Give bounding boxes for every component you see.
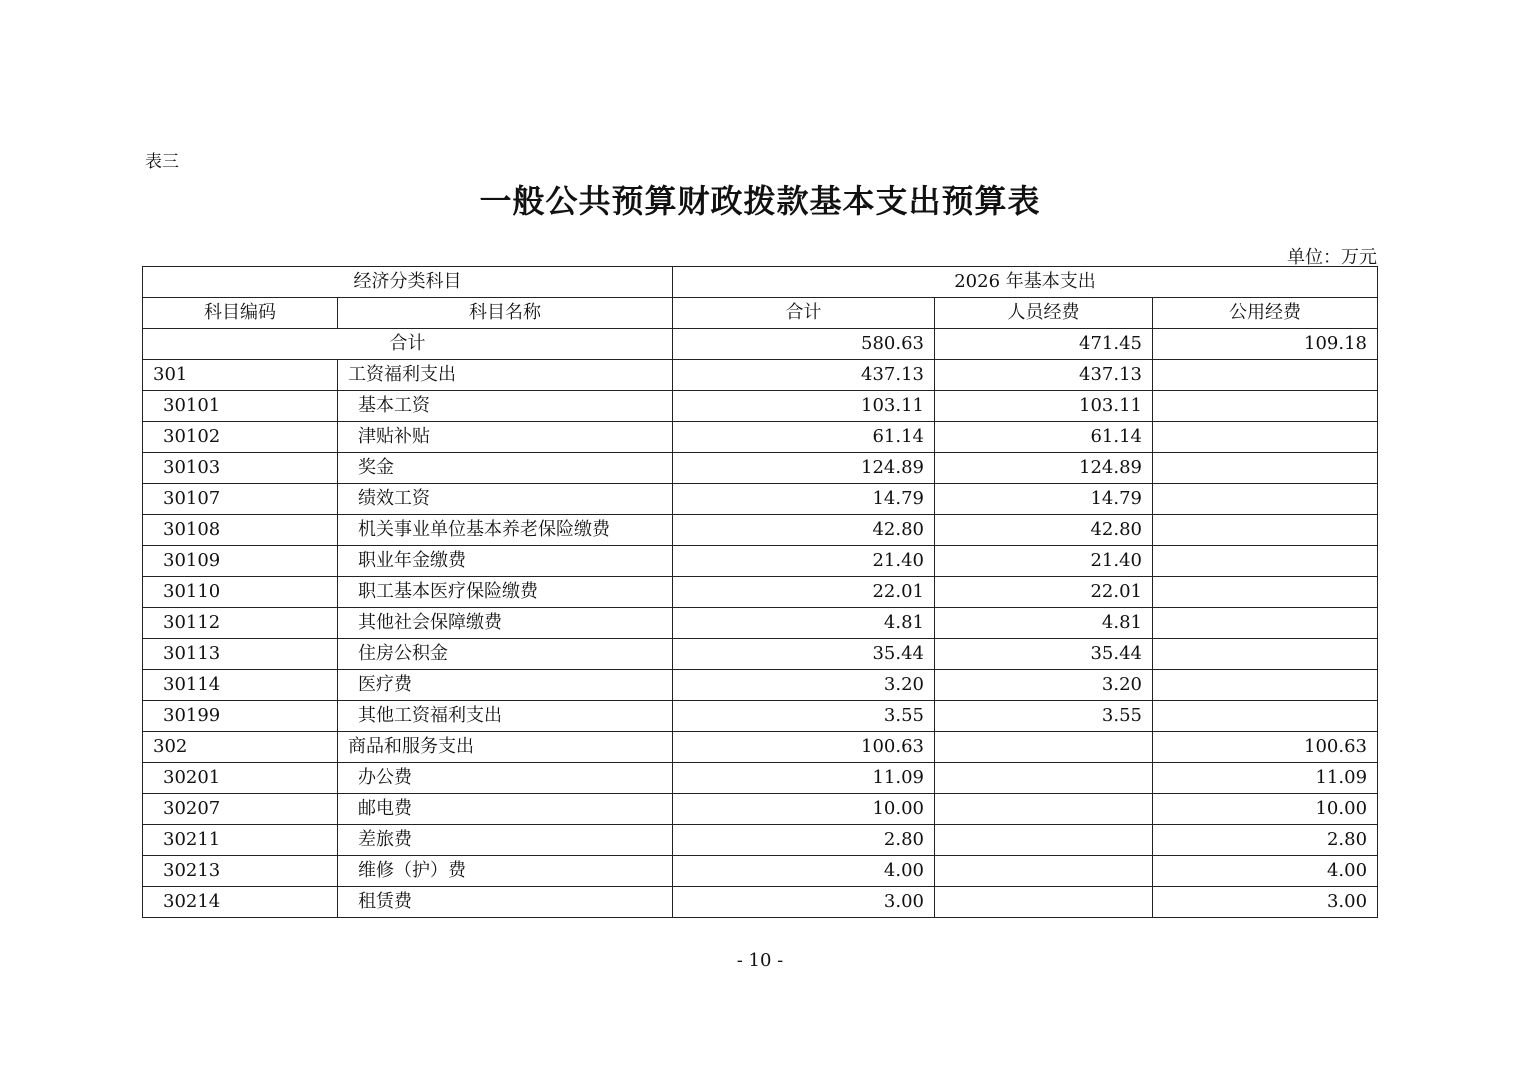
table-label: 表三 — [145, 152, 179, 172]
row-personnel — [935, 887, 1153, 918]
row-name: 住房公积金 — [338, 639, 673, 670]
row-public: 3.00 — [1153, 887, 1378, 918]
row-personnel: 61.14 — [935, 422, 1153, 453]
row-name: 职业年金缴费 — [338, 546, 673, 577]
table-row — [143, 422, 1378, 453]
row-name: 商品和服务支出 — [338, 732, 673, 763]
row-name: 邮电费 — [338, 794, 673, 825]
row-public — [1153, 422, 1378, 453]
row-total: 42.80 — [673, 515, 935, 546]
row-public — [1153, 608, 1378, 639]
row-name: 职工基本医疗保险缴费 — [338, 577, 673, 608]
row-public — [1153, 546, 1378, 577]
row-personnel: 21.40 — [935, 546, 1153, 577]
table-row — [143, 670, 1378, 701]
unit-label: 单位：万元 — [1287, 247, 1377, 268]
row-personnel: 3.20 — [935, 670, 1153, 701]
row-name: 办公费 — [338, 763, 673, 794]
row-total: 3.55 — [673, 701, 935, 732]
row-total: 61.14 — [673, 422, 935, 453]
row-name: 其他社会保障缴费 — [338, 608, 673, 639]
row-personnel: 14.79 — [935, 484, 1153, 515]
row-code: 30199 — [143, 701, 338, 732]
row-personnel — [935, 763, 1153, 794]
row-name: 津贴补贴 — [338, 422, 673, 453]
table-row — [143, 701, 1378, 732]
row-code: 30103 — [143, 453, 338, 484]
row-code: 30108 — [143, 515, 338, 546]
table-row — [143, 515, 1378, 546]
header-name: 科目名称 — [338, 298, 673, 329]
table-row — [143, 763, 1378, 794]
row-total: 3.00 — [673, 887, 935, 918]
table-row — [143, 484, 1378, 515]
row-name: 租赁费 — [338, 887, 673, 918]
row-total: 3.20 — [673, 670, 935, 701]
header-basic-expenditure: 2026 年基本支出 — [673, 267, 1378, 298]
table-row — [143, 856, 1378, 887]
header-personnel: 人员经费 — [935, 298, 1153, 329]
row-name: 绩效工资 — [338, 484, 673, 515]
row-personnel: 4.81 — [935, 608, 1153, 639]
header-total: 合计 — [673, 298, 935, 329]
table-row — [143, 608, 1378, 639]
row-name: 基本工资 — [338, 391, 673, 422]
row-name: 其他工资福利支出 — [338, 701, 673, 732]
table-row — [143, 453, 1378, 484]
page-number: - 10 - — [736, 950, 784, 971]
row-total: 103.11 — [673, 391, 935, 422]
row-total: 21.40 — [673, 546, 935, 577]
total-label: 合计 — [143, 329, 673, 360]
row-name: 差旅费 — [338, 825, 673, 856]
total-public: 109.18 — [1153, 329, 1378, 360]
row-personnel: 22.01 — [935, 577, 1153, 608]
row-code: 302 — [143, 732, 338, 763]
row-public: 10.00 — [1153, 794, 1378, 825]
row-public — [1153, 484, 1378, 515]
total-personnel: 471.45 — [935, 329, 1153, 360]
header-column-row — [143, 298, 1378, 329]
row-name: 维修（护）费 — [338, 856, 673, 887]
row-personnel — [935, 732, 1153, 763]
row-total: 22.01 — [673, 577, 935, 608]
row-personnel: 3.55 — [935, 701, 1153, 732]
row-code: 30114 — [143, 670, 338, 701]
row-name: 奖金 — [338, 453, 673, 484]
document-title: 一般公共预算财政拨款基本支出预算表 — [479, 182, 1041, 220]
row-code: 30112 — [143, 608, 338, 639]
row-total: 124.89 — [673, 453, 935, 484]
row-code: 30213 — [143, 856, 338, 887]
table-row — [143, 546, 1378, 577]
row-personnel — [935, 825, 1153, 856]
row-public — [1153, 670, 1378, 701]
row-total: 2.80 — [673, 825, 935, 856]
row-personnel: 103.11 — [935, 391, 1153, 422]
table-row — [143, 639, 1378, 670]
row-name: 机关事业单位基本养老保险缴费 — [338, 515, 673, 546]
row-public: 100.63 — [1153, 732, 1378, 763]
row-total: 437.13 — [673, 360, 935, 391]
row-personnel: 437.13 — [935, 360, 1153, 391]
row-name: 医疗费 — [338, 670, 673, 701]
row-total: 10.00 — [673, 794, 935, 825]
row-public: 4.00 — [1153, 856, 1378, 887]
header-group-row — [143, 267, 1378, 298]
row-public: 2.80 — [1153, 825, 1378, 856]
row-code: 30207 — [143, 794, 338, 825]
row-total: 4.81 — [673, 608, 935, 639]
row-public — [1153, 453, 1378, 484]
row-public — [1153, 639, 1378, 670]
table-row — [143, 732, 1378, 763]
row-code: 30110 — [143, 577, 338, 608]
row-public — [1153, 515, 1378, 546]
row-code: 30102 — [143, 422, 338, 453]
row-public — [1153, 701, 1378, 732]
table-row — [143, 391, 1378, 422]
row-code: 30113 — [143, 639, 338, 670]
row-total: 4.00 — [673, 856, 935, 887]
total-sum: 580.63 — [673, 329, 935, 360]
row-code: 30211 — [143, 825, 338, 856]
row-code: 30107 — [143, 484, 338, 515]
row-personnel: 35.44 — [935, 639, 1153, 670]
row-total: 14.79 — [673, 484, 935, 515]
header-economic-classification: 经济分类科目 — [143, 267, 673, 298]
row-total: 35.44 — [673, 639, 935, 670]
row-public — [1153, 391, 1378, 422]
row-personnel: 42.80 — [935, 515, 1153, 546]
row-personnel — [935, 794, 1153, 825]
row-public — [1153, 577, 1378, 608]
table-row — [143, 577, 1378, 608]
row-code: 30101 — [143, 391, 338, 422]
row-personnel — [935, 856, 1153, 887]
header-code: 科目编码 — [143, 298, 338, 329]
row-public: 11.09 — [1153, 763, 1378, 794]
row-total: 11.09 — [673, 763, 935, 794]
row-code: 30109 — [143, 546, 338, 577]
budget-table — [142, 266, 1378, 918]
row-code: 30214 — [143, 887, 338, 918]
row-code: 301 — [143, 360, 338, 391]
row-public — [1153, 360, 1378, 391]
header-public: 公用经费 — [1153, 298, 1378, 329]
total-row — [143, 329, 1378, 360]
row-name: 工资福利支出 — [338, 360, 673, 391]
table-row — [143, 825, 1378, 856]
table-row — [143, 887, 1378, 918]
table-row — [143, 360, 1378, 391]
row-total: 100.63 — [673, 732, 935, 763]
row-personnel: 124.89 — [935, 453, 1153, 484]
table-row — [143, 794, 1378, 825]
row-code: 30201 — [143, 763, 338, 794]
